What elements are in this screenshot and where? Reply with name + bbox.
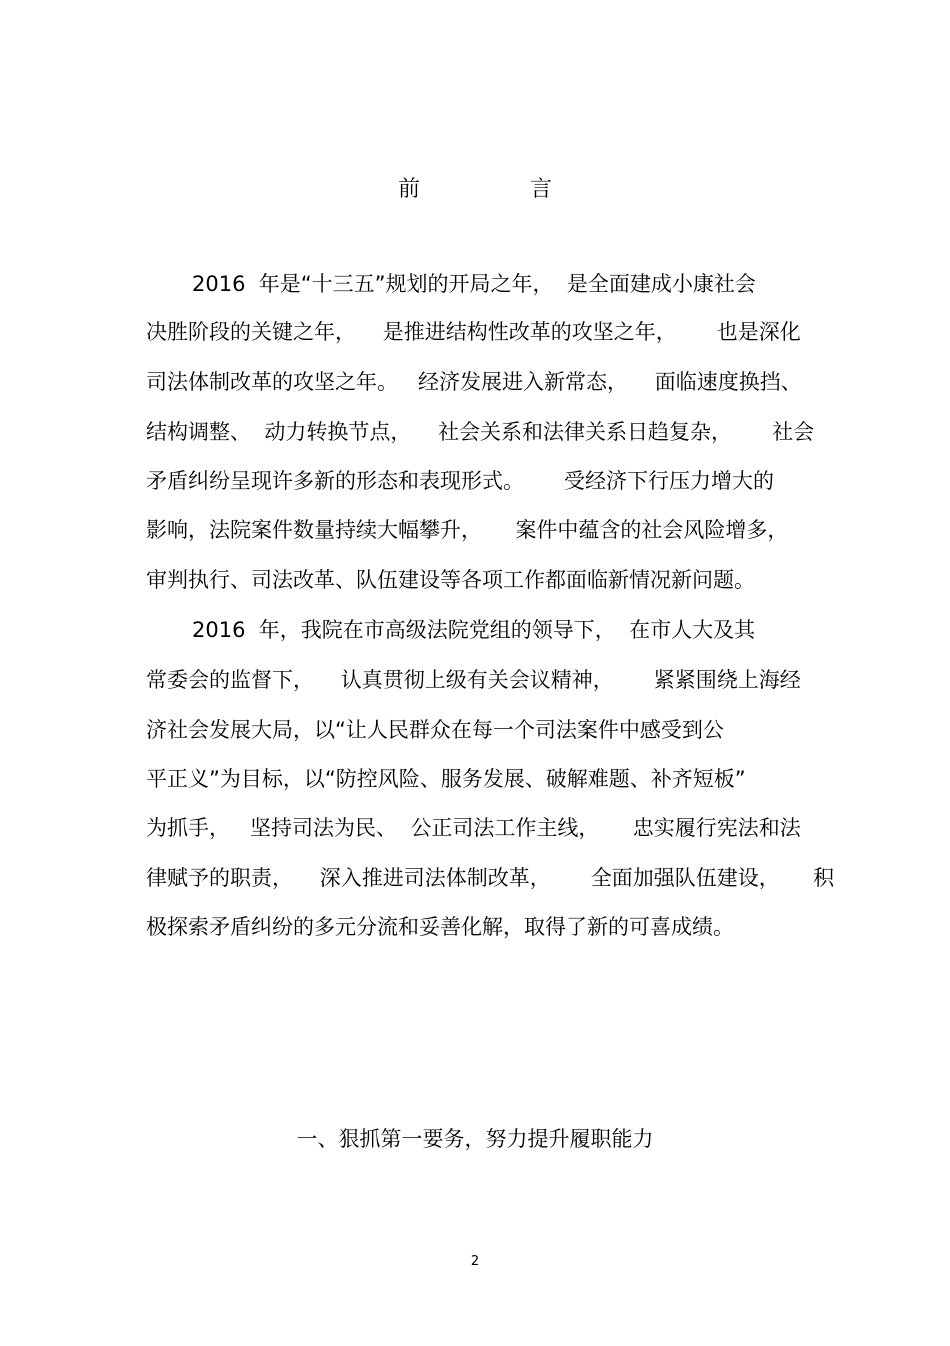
paragraph-line: 决胜阶段的关键之年， 是推进结构性改革的攻坚之年， 也是深化 <box>146 320 801 344</box>
paragraph-line: 矛盾纠纷呈现许多新的形态和表现形式。 受经济下行压力增大的 <box>146 469 775 493</box>
page-number: 2 <box>470 1254 480 1269</box>
paragraph-line: 结构调整、 动力转换节点， 社会关系和法律关系日趋复杂， 社会 <box>146 420 815 444</box>
paragraph-line: 司法体制改革的攻坚之年。 经济发展进入新常态， 面临速度换挡、 <box>146 370 802 394</box>
paragraph-line: 律赋予的职责， 深入推进司法体制改革， 全面加强队伍建设， 积 <box>146 866 835 890</box>
paragraph-line: 极探索矛盾纠纷的多元分流和妥善化解，取得了新的可喜成绩。 <box>146 915 734 939</box>
paragraph-line: 济社会发展大局，以“让人民群众在每一个司法案件中感受到公 <box>146 718 724 742</box>
paragraph-line: 为抓手， 坚持司法为民、 公正司法工作主线， 忠实履行宪法和法 <box>146 816 801 840</box>
paragraph-line: 2016 年是“十三五”规划的开局之年， 是全面建成小康社会 <box>192 272 756 296</box>
page-title: 前 言 <box>397 177 596 202</box>
paragraph-line: 平正义”为目标，以“防控风险、服务发展、破解难题、补齐短板” <box>146 767 746 791</box>
paragraph-line: 影响，法院案件数量持续大幅攀升， 案件中蕴含的社会风险增多， <box>146 518 789 542</box>
paragraph-line: 2016 年，我院在市高级法院党组的领导下， 在市人大及其 <box>192 618 756 642</box>
paragraph-line: 常委会的监督下， 认真贯彻上级有关会议精神， 紧紧围绕上海经 <box>146 668 801 692</box>
section-heading: 一、狠抓第一要务，努力提升履职能力 <box>296 1127 654 1151</box>
paragraph-line: 审判执行、司法改革、队伍建设等各项工作都面临新情况新问题。 <box>146 568 755 592</box>
